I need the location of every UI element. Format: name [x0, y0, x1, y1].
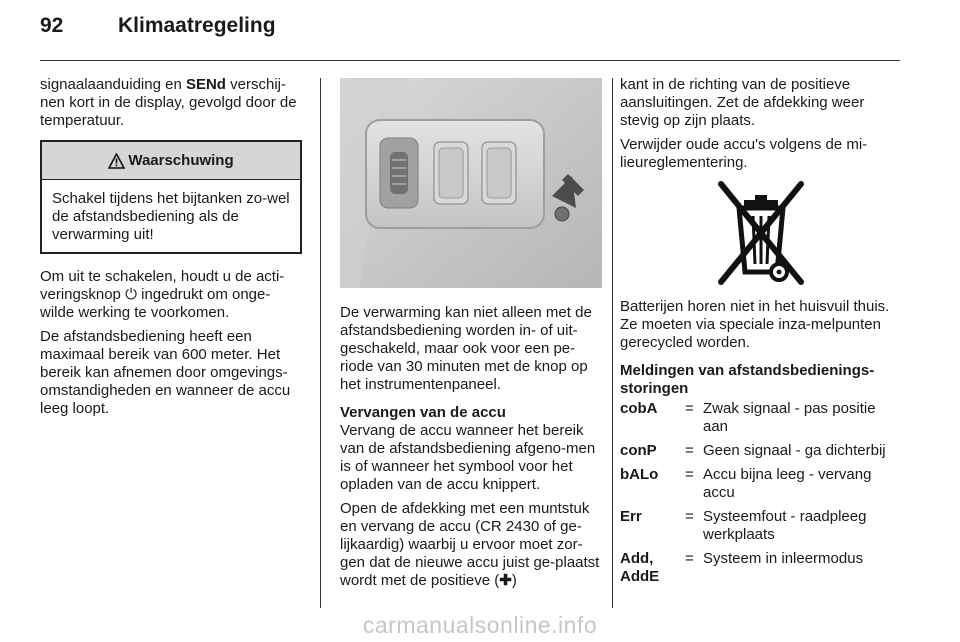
equals-cell: =: [685, 550, 694, 567]
watermark: carmanualsonline.info: [362, 612, 598, 638]
instrument-panel-image: [340, 78, 602, 288]
table-row: [620, 550, 902, 592]
code-cell: bALo: [620, 466, 659, 483]
activation-paragraph: [40, 268, 302, 322]
warning-title: Waarschuwing: [128, 151, 234, 169]
equals-cell: =: [685, 508, 694, 525]
display-code-send: SENd: [185, 76, 226, 93]
table-row: [620, 442, 902, 466]
range-paragraph: De afstandsbediening heeft een maximaal bereik van 600 meter. Het bereik kan afnemen door omgevings-omstandigheden en wanneer de accu leeg loopt.: [40, 328, 291, 417]
error-codes-heading: Meldingen van afstandsbedienings-storingen: [620, 362, 875, 397]
text-run: verschij-nen kort in de display, gevolgd door de temperatuur.: [40, 76, 297, 129]
table-row: [620, 400, 902, 442]
table-row: [620, 466, 902, 508]
column-divider-right: [612, 78, 613, 608]
description-cell: Systeem in inleermodus: [703, 550, 864, 567]
description-cell: Zwak signaal - pas positie aan: [703, 400, 876, 435]
text-run: ): [511, 572, 517, 589]
battery-paragraph: Vervang de accu wanneer het bereik van de afstandsbediening afgeno-men is of wanneer het symbool voor het opladen van de accu knippert.: [340, 422, 596, 493]
heater-paragraph: De verwarming kan niet alleen met de afstandsbediening worden in- of uit-geschakeld, maar ook voor een pe-riode van 30 minuten met de knop op het instrumentenpaneel.: [340, 304, 592, 393]
column-middle: [340, 76, 602, 596]
warning-box: [40, 140, 302, 254]
code-cell: conP: [620, 442, 657, 459]
warning-triangle-icon: [108, 153, 125, 169]
code-cell: Add, AddE: [620, 550, 660, 585]
header-rule: [40, 60, 900, 61]
equals-cell: =: [685, 442, 694, 459]
cover-continuation: kant in de richting van de positieve aansluitingen. Zet de afdekking weer stevig op zijn plaats.: [620, 76, 865, 129]
column-left: [40, 76, 302, 424]
page-number: 92: [40, 14, 64, 37]
intro-paragraph: [40, 76, 302, 130]
text-run: signaalaanduiding en: [40, 76, 186, 93]
error-codes-table: [620, 400, 902, 592]
code-cell: cobA: [620, 400, 658, 417]
warning-text: Schakel tijdens het bijtanken zo-wel de afstandsbediening als de verwarming uit!: [52, 190, 290, 243]
warning-header: [42, 142, 300, 180]
battery-heading: Vervangen van de accu: [340, 404, 506, 421]
cover-paragraph: [340, 500, 602, 590]
column-right: [620, 76, 902, 592]
equals-cell: =: [685, 466, 694, 483]
dashboard-switch-photo: [340, 78, 602, 288]
recycling-paragraph: Batterijen horen niet in het huisvuil thuis. Ze moeten via speciale inza-melpunten gerecycled worden.: [620, 298, 890, 351]
column-divider-left: [320, 78, 321, 608]
equals-cell: =: [685, 400, 694, 417]
crossed-bin-icon-wrap: [620, 178, 902, 290]
disposal-paragraph: Verwijder oude accu's volgens de mi-lieureglementering.: [620, 136, 868, 171]
page-title: Klimaatregeling: [118, 14, 276, 37]
description-cell: Geen signaal - ga dichterbij: [703, 442, 886, 459]
code-cell: Err: [620, 508, 642, 525]
plus-icon: ✚: [499, 572, 512, 589]
crossed-bin-icon: [711, 178, 811, 290]
description-cell: Systeemfout - raadpleeg werkplaats: [703, 508, 867, 543]
power-icon: ⏻: [125, 286, 137, 303]
table-row: [620, 508, 902, 550]
text-run: Om uit te schakelen, houdt u de acti-veringsknop: [40, 268, 285, 303]
description-cell: Accu bijna leeg - vervang accu: [703, 466, 872, 501]
text-run: Open de afdekking met een muntstuk en vervang de accu (CR 2430 of ge-lijkaardig) waarbij u ervoor moet zor-gen dat de nieuwe accu juist ge-plaatst wordt met de positieve (: [340, 500, 600, 589]
text-run: ingedrukt om onge-wilde werking te voorkomen.: [40, 286, 271, 321]
